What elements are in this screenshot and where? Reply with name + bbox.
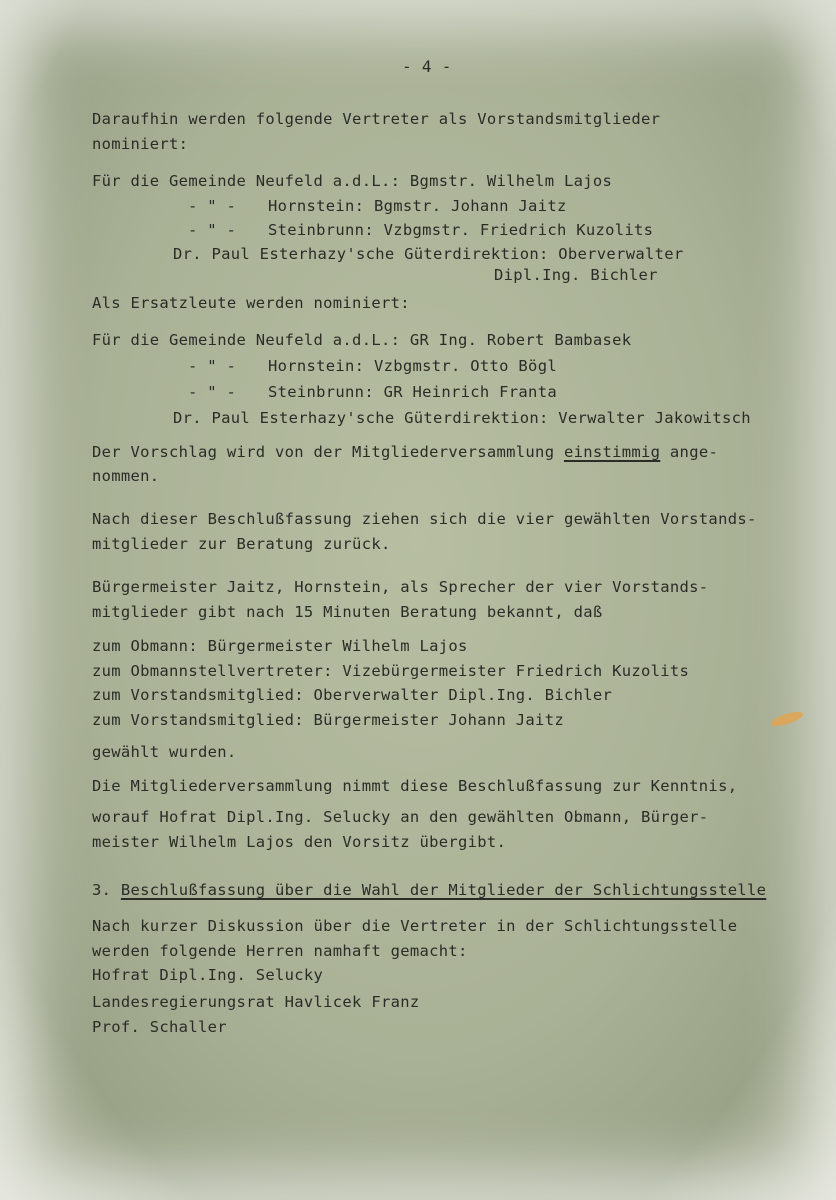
text-line: mitglieder gibt nach 15 Minuten Beratung bekannt, daß — [92, 603, 603, 621]
text-line: zum Obmann: Bürgermeister Wilhelm Lajos — [92, 637, 468, 655]
text-line: nommen. — [92, 467, 160, 485]
text-line: Dipl.Ing. Bichler — [494, 266, 658, 284]
text-segment: Der Vorschlag wird von der Mitgliederversammlung — [92, 443, 564, 461]
text-line: Prof. Schaller — [92, 1018, 227, 1036]
text-line: Für die Gemeinde Neufeld a.d.L.: Bgmstr. Wilhelm Lajos — [92, 172, 613, 190]
text-line — [92, 443, 718, 461]
ditto-mark: - " - — [188, 221, 237, 239]
text-line: mitglieder zur Beratung zurück. — [92, 535, 391, 553]
text-line: zum Vorstandsmitglied: Bürgermeister Johann Jaitz — [92, 711, 564, 729]
text-line: Hornstein: Bgmstr. Johann Jaitz — [268, 197, 567, 215]
ditto-mark: - " - — [188, 197, 237, 215]
text-line: zum Obmannstellvertreter: Vizebürgermeister Friedrich Kuzolits — [92, 662, 690, 680]
section-title: Beschlußfassung über die Wahl der Mitglieder der Schlichtungsstelle — [120, 881, 767, 899]
text-line: Nach kurzer Diskussion über die Vertreter in der Schlichtungsstelle — [92, 917, 738, 935]
page-number: - 4 - — [402, 57, 452, 76]
text-line: Hornstein: Vzbgmstr. Otto Bögl — [268, 357, 557, 375]
text-line: werden folgende Herren namhaft gemacht: — [92, 942, 468, 960]
text-segment: ange- — [660, 443, 719, 461]
text-line: Für die Gemeinde Neufeld a.d.L.: GR Ing. Robert Bambasek — [92, 331, 632, 349]
text-line: Bürgermeister Jaitz, Hornstein, als Sprecher der vier Vorstands- — [92, 578, 709, 596]
text-line: Steinbrunn: Vzbgmstr. Friedrich Kuzolits — [268, 221, 654, 239]
ditto-mark: - " - — [188, 383, 237, 401]
text-line: Als Ersatzleute werden nominiert: — [92, 294, 410, 312]
text-line: Steinbrunn: GR Heinrich Franta — [268, 383, 557, 401]
text-line: gewählt wurden. — [92, 743, 237, 761]
text-line: Nach dieser Beschlußfassung ziehen sich die vier gewählten Vorstands- — [92, 510, 757, 528]
section-heading — [92, 881, 766, 899]
text-line: meister Wilhelm Lajos den Vorsitz übergibt. — [92, 833, 507, 851]
section-number: 3. — [92, 881, 121, 899]
text-line: zum Vorstandsmitglied: Oberverwalter Dipl.Ing. Bichler — [92, 686, 613, 704]
text-line: Dr. Paul Esterhazy'sche Güterdirektion: Verwalter Jakowitsch — [173, 409, 751, 427]
stain-mark — [769, 709, 804, 729]
text-line: worauf Hofrat Dipl.Ing. Selucky an den gewählten Obmann, Bürger- — [92, 808, 709, 826]
ditto-mark: - " - — [188, 357, 237, 375]
text-line: Landesregierungsrat Havlicek Franz — [92, 993, 420, 1011]
text-line: nominiert: — [92, 135, 189, 153]
text-line: Hofrat Dipl.Ing. Selucky — [92, 966, 324, 984]
text-line: Die Mitgliederversammlung nimmt diese Beschlußfassung zur Kenntnis, — [92, 777, 738, 795]
underlined-word: einstimmig — [563, 443, 661, 461]
text-line: Daraufhin werden folgende Vertreter als Vorstandsmitglieder — [92, 110, 661, 128]
text-line: Dr. Paul Esterhazy'sche Güterdirektion: Oberverwalter — [173, 245, 684, 263]
